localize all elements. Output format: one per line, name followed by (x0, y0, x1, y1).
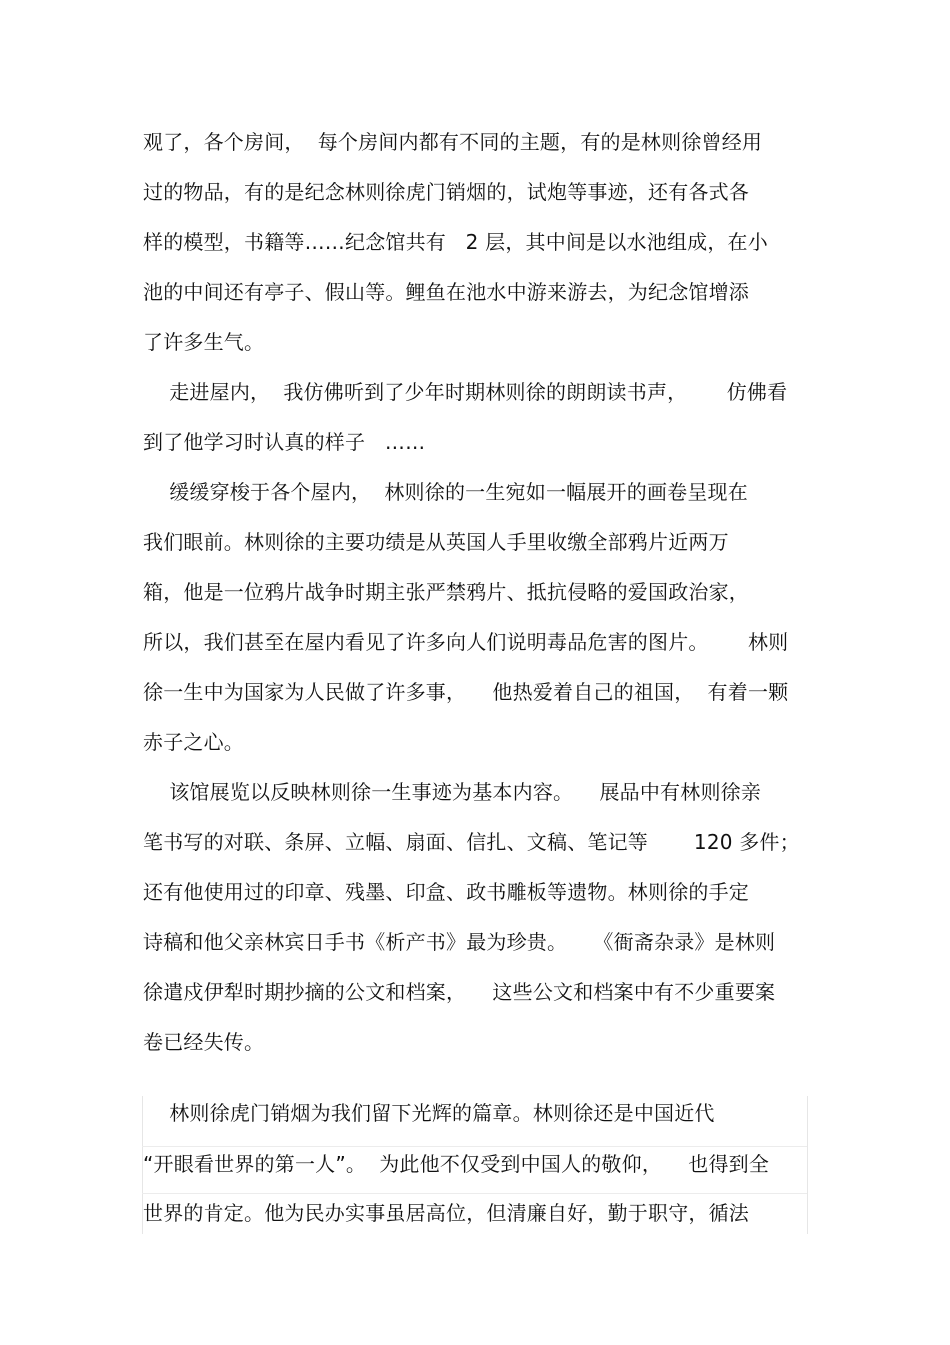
text-line: 了许多生气。 (143, 330, 265, 354)
text-line: 笔书写的对联、条屏、立幅、扇面、信扎、文稿、笔记等 120 多件； (143, 830, 800, 854)
quote-frame-divider (142, 1146, 807, 1147)
text-line: 还有他使用过的印章、残墨、印盒、政书雕板等遗物。林则徐的手定 (143, 880, 749, 904)
text-line: 样的模型，书籍等……纪念馆共有 2 层，其中间是以水池组成，在小 (143, 230, 768, 254)
text-line: 箱，他是一位鸦片战争时期主张严禁鸦片、抵抗侵略的爱国政治家， (143, 580, 749, 604)
text-line: 徐一生中为国家为人民做了许多事， 他热爱着自己的祖国， 有着一颗 (143, 680, 789, 704)
text-line: 走进屋内， 我仿佛听到了少年时期林则徐的朗朗读书声， 仿佛看 (143, 380, 788, 404)
text-line: 到了他学习时认真的样子 …… (143, 430, 426, 454)
quote-frame-divider (142, 1193, 807, 1194)
text-line: 卷已经失传。 (143, 1030, 265, 1054)
text-line: 林则徐虎门销烟为我们留下光辉的篇章。林则徐还是中国近代 (143, 1101, 715, 1125)
text-line: 过的物品，有的是纪念林则徐虎门销烟的，试炮等事迹，还有各式各 (143, 180, 749, 204)
text-line: “开眼看世界的第一人”。 为此他不仅受到中国人的敬仰， 也得到全 (143, 1152, 770, 1176)
text-line: 缓缓穿梭于各个屋内， 林则徐的一生宛如一幅展开的画卷呈现在 (143, 480, 748, 504)
text-line: 我们眼前。林则徐的主要功绩是从英国人手里收缴全部鸦片近两万 (143, 530, 729, 554)
text-line: 诗稿和他父亲林宾日手书《析产书》最为珍贵。 《衙斋杂录》是林则 (143, 930, 776, 954)
text-line: 赤子之心。 (143, 730, 244, 754)
text-line: 所以，我们甚至在屋内看见了许多向人们说明毒品危害的图片。 林则 (143, 630, 789, 654)
text-line: 该馆展览以反映林则徐一生事迹为基本内容。 展品中有林则徐亲 (143, 780, 762, 804)
text-line: 徐遣戍伊犁时期抄摘的公文和档案， 这些公文和档案中有不少重要案 (143, 980, 776, 1004)
text-line: 世界的肯定。他为民办实事虽居高位，但清廉自好，勤于职守，循法 (143, 1201, 749, 1225)
text-line: 池的中间还有亭子、假山等。鲤鱼在池水中游来游去，为纪念馆增添 (143, 280, 749, 304)
text-line: 观了，各个房间， 每个房间内都有不同的主题，有的是林则徐曾经用 (143, 130, 763, 154)
